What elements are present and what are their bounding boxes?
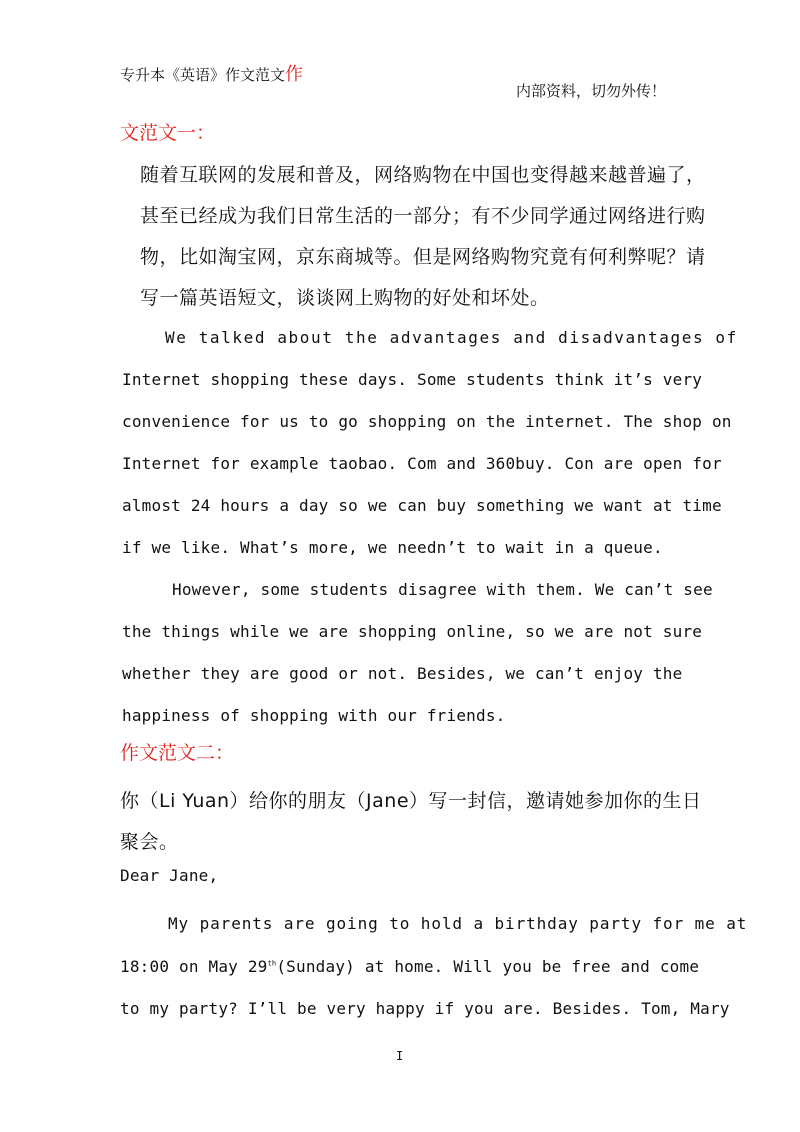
essay-1-body-line: convenience for us to go shopping on the internet. The shop on [122,412,732,431]
essay-1-body-line: We talked about the advantages and disadvantages of [165,328,738,347]
letter-salutation: Dear Jane, [120,866,219,885]
essay-2-heading: 作文范文二： [120,742,235,764]
essay-1-prompt-line: 甚至已经成为我们日常生活的一部分；有不少同学通过网络进行购 [140,205,706,227]
essay-1-heading: 文范文一： [120,122,216,144]
essay-2-date-continuation: (Sunday) at home. Will you be free and come [276,957,700,976]
essay-2-prompt-line: 你（Li Yuan）给你的朋友（Jane）写一封信，邀请她参加你的生日 [120,790,702,812]
essay-1-body-line: Internet shopping these days. Some students think it’s very [122,370,703,389]
date-ordinal-suffix: th [267,959,277,968]
essay-1-body-line: happiness of shopping with our friends. [122,706,506,725]
essay-2-date: 18:00 on May 29 [120,957,268,976]
essay-2-body-line: to my party? I’ll be very happy if you are. Besides. Tom, Mary [120,999,730,1018]
document-title-text: 专升本《英语》作文范文 [120,66,286,84]
essay-1-prompt-line: 随着互联网的发展和普及，网络购物在中国也变得越来越普遍了， [140,164,706,186]
document-title [120,60,303,86]
essay-1-body-line: if we like. What’s more, we needn’t to wait in a queue. [122,538,663,557]
essay-1-body-line: whether they are good or not. Besides, we can’t enjoy the [122,664,683,683]
essay-1-prompt-line: 写一篇英语短文，谈谈网上购物的好处和坏处。 [140,287,550,309]
essay-1-body-line: Internet for example taobao. Com and 360buy. Con are open for [122,454,722,473]
confidential-note: 内部资料，切勿外传！ [516,82,667,100]
essay-1-body-line: However, some students disagree with them. We can’t see [172,580,713,599]
essay-2-body-line: My parents are going to hold a birthday party for me at [168,914,748,933]
essay-1-body-line: the things while we are shopping online, so we are not sure [122,622,703,641]
essay-1-prompt-line: 物，比如淘宝网，京东商城等。但是网络购物究竟有何利弊呢？请 [140,246,706,268]
page-number: I [396,1049,404,1063]
essay-1-body-line: almost 24 hours a day so we can buy something we want at time [122,496,722,515]
essay-2-body-line [120,957,699,976]
essay-2-prompt-line: 聚会。 [120,831,179,853]
document-title-accent: 作 [285,64,304,85]
